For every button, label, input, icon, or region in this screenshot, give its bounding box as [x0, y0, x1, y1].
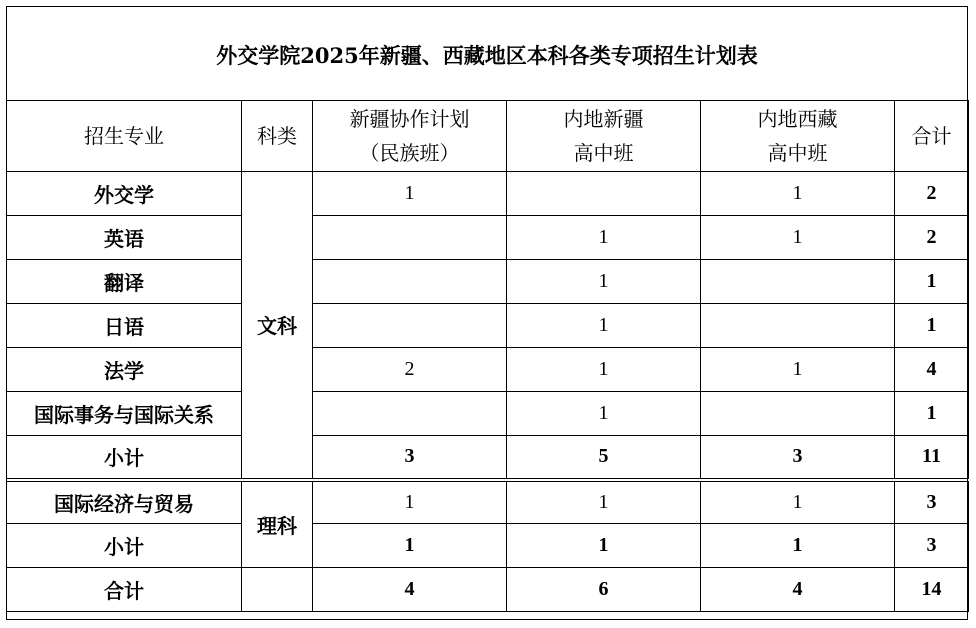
- value-cell: [701, 304, 895, 348]
- header-col1-line2: （民族班）: [359, 141, 460, 165]
- subtotal-cell: 5: [507, 436, 701, 480]
- grand-total-row: [7, 568, 969, 612]
- category-cell-science: 理科: [242, 480, 313, 568]
- header-col2-line1: 内地新疆: [563, 107, 644, 131]
- row-total-cell: 2: [895, 172, 969, 216]
- subtotal-total-cell: 11: [895, 436, 969, 480]
- value-cell: [313, 260, 507, 304]
- value-cell: [313, 304, 507, 348]
- value-cell: 1: [701, 480, 895, 524]
- subtotal-total-cell: 3: [895, 524, 969, 568]
- value-cell: 2: [313, 348, 507, 392]
- value-cell: 1: [507, 348, 701, 392]
- row-total-cell: 1: [895, 304, 969, 348]
- table-row: [7, 392, 969, 436]
- value-cell: [313, 216, 507, 260]
- row-total-cell: 4: [895, 348, 969, 392]
- value-cell: 1: [701, 348, 895, 392]
- value-cell: 1: [507, 480, 701, 524]
- header-col3-line2: 高中班: [767, 141, 828, 165]
- grand-total-cell: 4: [701, 568, 895, 612]
- table-row: [7, 172, 969, 216]
- value-cell: 1: [507, 392, 701, 436]
- value-cell: 1: [507, 216, 701, 260]
- header-inland-xinjiang: [507, 101, 701, 172]
- subtotal-label: 小计: [7, 436, 242, 480]
- value-cell: 1: [313, 480, 507, 524]
- value-cell: [507, 172, 701, 216]
- header-col3-line1: 内地西藏: [757, 107, 838, 131]
- value-cell: 1: [313, 172, 507, 216]
- table-row: [7, 480, 969, 524]
- header-major: 招生专业: [7, 101, 242, 172]
- row-total-cell: 2: [895, 216, 969, 260]
- row-total-cell: 3: [895, 480, 969, 524]
- major-cell: 日语: [7, 304, 242, 348]
- grand-total-label: 合计: [7, 568, 242, 612]
- grand-total-cell: 4: [313, 568, 507, 612]
- major-cell: 翻译: [7, 260, 242, 304]
- row-total-cell: 1: [895, 260, 969, 304]
- header-category: 科类: [242, 101, 313, 172]
- page-title: 外交学院2025年新疆、西藏地区本科各类专项招生计划表: [216, 43, 758, 68]
- value-cell: [313, 392, 507, 436]
- enrollment-plan-table: [6, 100, 969, 612]
- subtotal-row-arts: [7, 436, 969, 480]
- value-cell: 1: [701, 172, 895, 216]
- value-cell: [701, 392, 895, 436]
- subtotal-cell: 1: [701, 524, 895, 568]
- value-cell: 1: [507, 304, 701, 348]
- major-cell: 外交学: [7, 172, 242, 216]
- subtotal-cell: 3: [701, 436, 895, 480]
- header-row: [7, 101, 969, 172]
- major-cell: 法学: [7, 348, 242, 392]
- header-inland-tibet: [701, 101, 895, 172]
- header-col1-line1: 新疆协作计划: [349, 107, 470, 131]
- value-cell: 1: [507, 260, 701, 304]
- table-row: [7, 348, 969, 392]
- major-cell: 国际事务与国际关系: [7, 392, 242, 436]
- subtotal-row-science: [7, 524, 969, 568]
- header-total: 合计: [895, 101, 969, 172]
- table-row: [7, 304, 969, 348]
- table-row: [7, 260, 969, 304]
- header-col2-line2: 高中班: [573, 141, 634, 165]
- grand-total-cell: 6: [507, 568, 701, 612]
- subtotal-label: 小计: [7, 524, 242, 568]
- header-xinjiang-cooperation: [313, 101, 507, 172]
- subtotal-cell: 3: [313, 436, 507, 480]
- major-cell: 国际经济与贸易: [7, 480, 242, 524]
- category-cell-arts: 文科: [242, 172, 313, 480]
- row-total-cell: 1: [895, 392, 969, 436]
- subtotal-cell: 1: [313, 524, 507, 568]
- grand-total-category-cell: [242, 568, 313, 612]
- grand-total-overall: 14: [895, 568, 969, 612]
- value-cell: [701, 260, 895, 304]
- value-cell: 1: [701, 216, 895, 260]
- major-cell: 英语: [7, 216, 242, 260]
- table-row: [7, 216, 969, 260]
- subtotal-cell: 1: [507, 524, 701, 568]
